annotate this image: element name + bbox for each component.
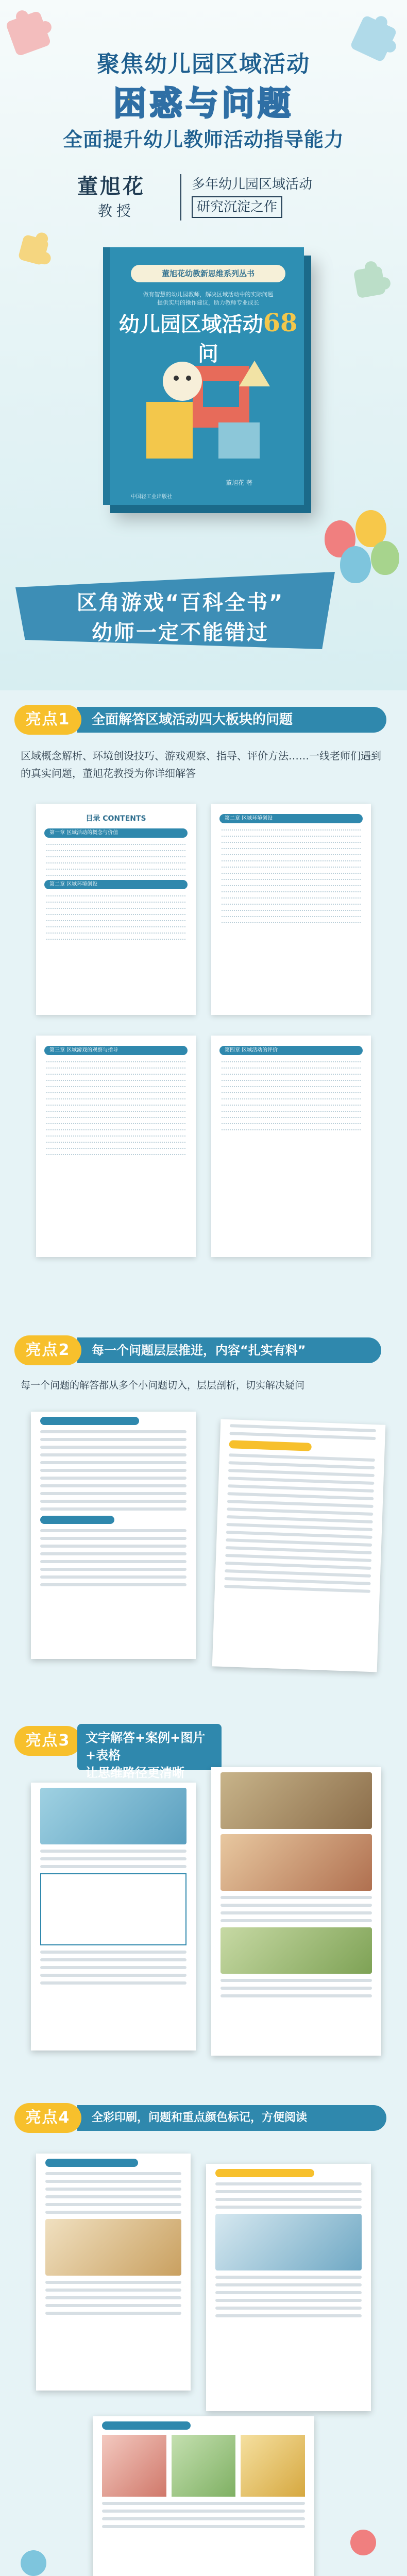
interior-page-sample bbox=[206, 2164, 371, 2411]
toc-heading: 目录 CONTENTS bbox=[86, 815, 146, 823]
highlight-badge: 亮点3 bbox=[14, 1726, 81, 1756]
highlight-section-1 bbox=[0, 690, 407, 1319]
toc-page bbox=[211, 804, 371, 1015]
toc-chapter: 第二章 区域环境创设 bbox=[219, 814, 363, 823]
toc-chapter: 第一章 区域活动的概念与价值 bbox=[44, 828, 188, 838]
author-description-line1: 多年幼儿园区域活动 bbox=[192, 177, 313, 192]
author-description bbox=[192, 173, 346, 218]
hero-title-line1: 聚焦幼儿园区域活动 bbox=[97, 51, 310, 77]
lollipop-decoration bbox=[350, 2530, 376, 2555]
balloon-decoration bbox=[371, 541, 399, 575]
highlight-badge: 亮点4 bbox=[14, 2103, 81, 2133]
toc-page bbox=[36, 804, 196, 1015]
book-series-label: 董旭花幼教新思维系列丛书 bbox=[131, 265, 285, 282]
book-author: 董旭花 著 bbox=[226, 479, 252, 486]
slogan-line2: 幼师一定不能错过 bbox=[92, 621, 269, 645]
author-title: 教授 bbox=[98, 202, 135, 219]
hero-title-line3: 全面提升幼儿教师活动指导能力 bbox=[62, 128, 344, 151]
book-publisher: 中国轻工业出版社 bbox=[131, 494, 172, 500]
slogan-line1: 区角游戏“百科全书” bbox=[76, 591, 284, 615]
hero-title-line2: 困惑与问题 bbox=[113, 85, 294, 123]
toc-chapter: 第二章 区域环境创设 bbox=[44, 880, 188, 889]
illustration-head bbox=[163, 362, 202, 401]
highlight-badge: 亮点1 bbox=[14, 705, 81, 735]
interior-page-sample bbox=[93, 2416, 314, 2576]
book-title-main: 幼儿园区域活动 bbox=[118, 312, 263, 336]
illustration-block bbox=[218, 422, 260, 459]
highlight-section-2 bbox=[0, 1319, 407, 1716]
highlight-title-line1: 文字解答+案例+图片+表格 bbox=[86, 1731, 206, 1762]
illustration-block bbox=[146, 402, 193, 459]
toc-chapter: 第四章 区域活动的评价 bbox=[219, 1046, 363, 1055]
balloon-decoration bbox=[340, 546, 371, 583]
interior-page-sample bbox=[31, 1783, 196, 2050]
toc-page bbox=[211, 1036, 371, 1257]
book-subtitle bbox=[121, 291, 296, 307]
interior-page-sample bbox=[212, 1419, 386, 1672]
hero-section bbox=[0, 0, 407, 690]
book-subtitle-line1: 做有智慧的幼儿园教师，解决区域活动中的实际问题 bbox=[143, 291, 274, 298]
highlight-section-4 bbox=[0, 2087, 407, 2576]
highlight-section-3 bbox=[0, 1716, 407, 2087]
highlight-title-box bbox=[77, 1724, 222, 1780]
highlight-description: 每一个问题的解答都从多个小问题切入，层层剖析，切实解决疑问 bbox=[21, 1380, 305, 1391]
toc-chapter: 第三章 区域游戏的观察与指导 bbox=[44, 1046, 188, 1055]
highlight-title-bar: 全彩印刷，问题和重点颜色标记，方便阅读 bbox=[77, 2105, 386, 2131]
book-cover-illustration bbox=[136, 345, 280, 469]
toc-page bbox=[36, 1036, 196, 1257]
book-cover bbox=[103, 247, 304, 505]
author-description-line2: 研究沉淀之作 bbox=[192, 196, 282, 218]
interior-page-sample bbox=[36, 2154, 191, 2391]
lollipop-decoration bbox=[21, 2550, 46, 2576]
interior-page-sample bbox=[31, 1412, 196, 1659]
book-subtitle-line2: 提供实用的操作建议，助力教师专业成长 bbox=[157, 299, 259, 306]
author-row bbox=[77, 170, 345, 227]
book-title-end: 问 bbox=[198, 342, 218, 366]
interior-page-sample bbox=[211, 1767, 381, 2056]
puzzle-piece-decoration bbox=[18, 234, 49, 265]
highlight-title-bar: 每一个问题层层推进，内容“扎实有料” bbox=[77, 1337, 381, 1363]
highlight-title-bar: 全面解答区域活动四大板块的问题 bbox=[77, 707, 386, 733]
highlight-title-line2: 让思维路径更清晰 bbox=[86, 1766, 184, 1780]
author-name: 董旭花 bbox=[77, 174, 145, 198]
highlight-description: 区域概念解析、环境创设技巧、游戏观察、指导、评价方法……一线老师们遇到的真实问题，董旭花教授为你详细解答 bbox=[21, 750, 381, 779]
puzzle-piece-decoration bbox=[353, 266, 386, 299]
highlight-badge: 亮点2 bbox=[14, 1335, 81, 1365]
book-title-number: 68 bbox=[263, 309, 298, 337]
divider bbox=[180, 174, 181, 221]
